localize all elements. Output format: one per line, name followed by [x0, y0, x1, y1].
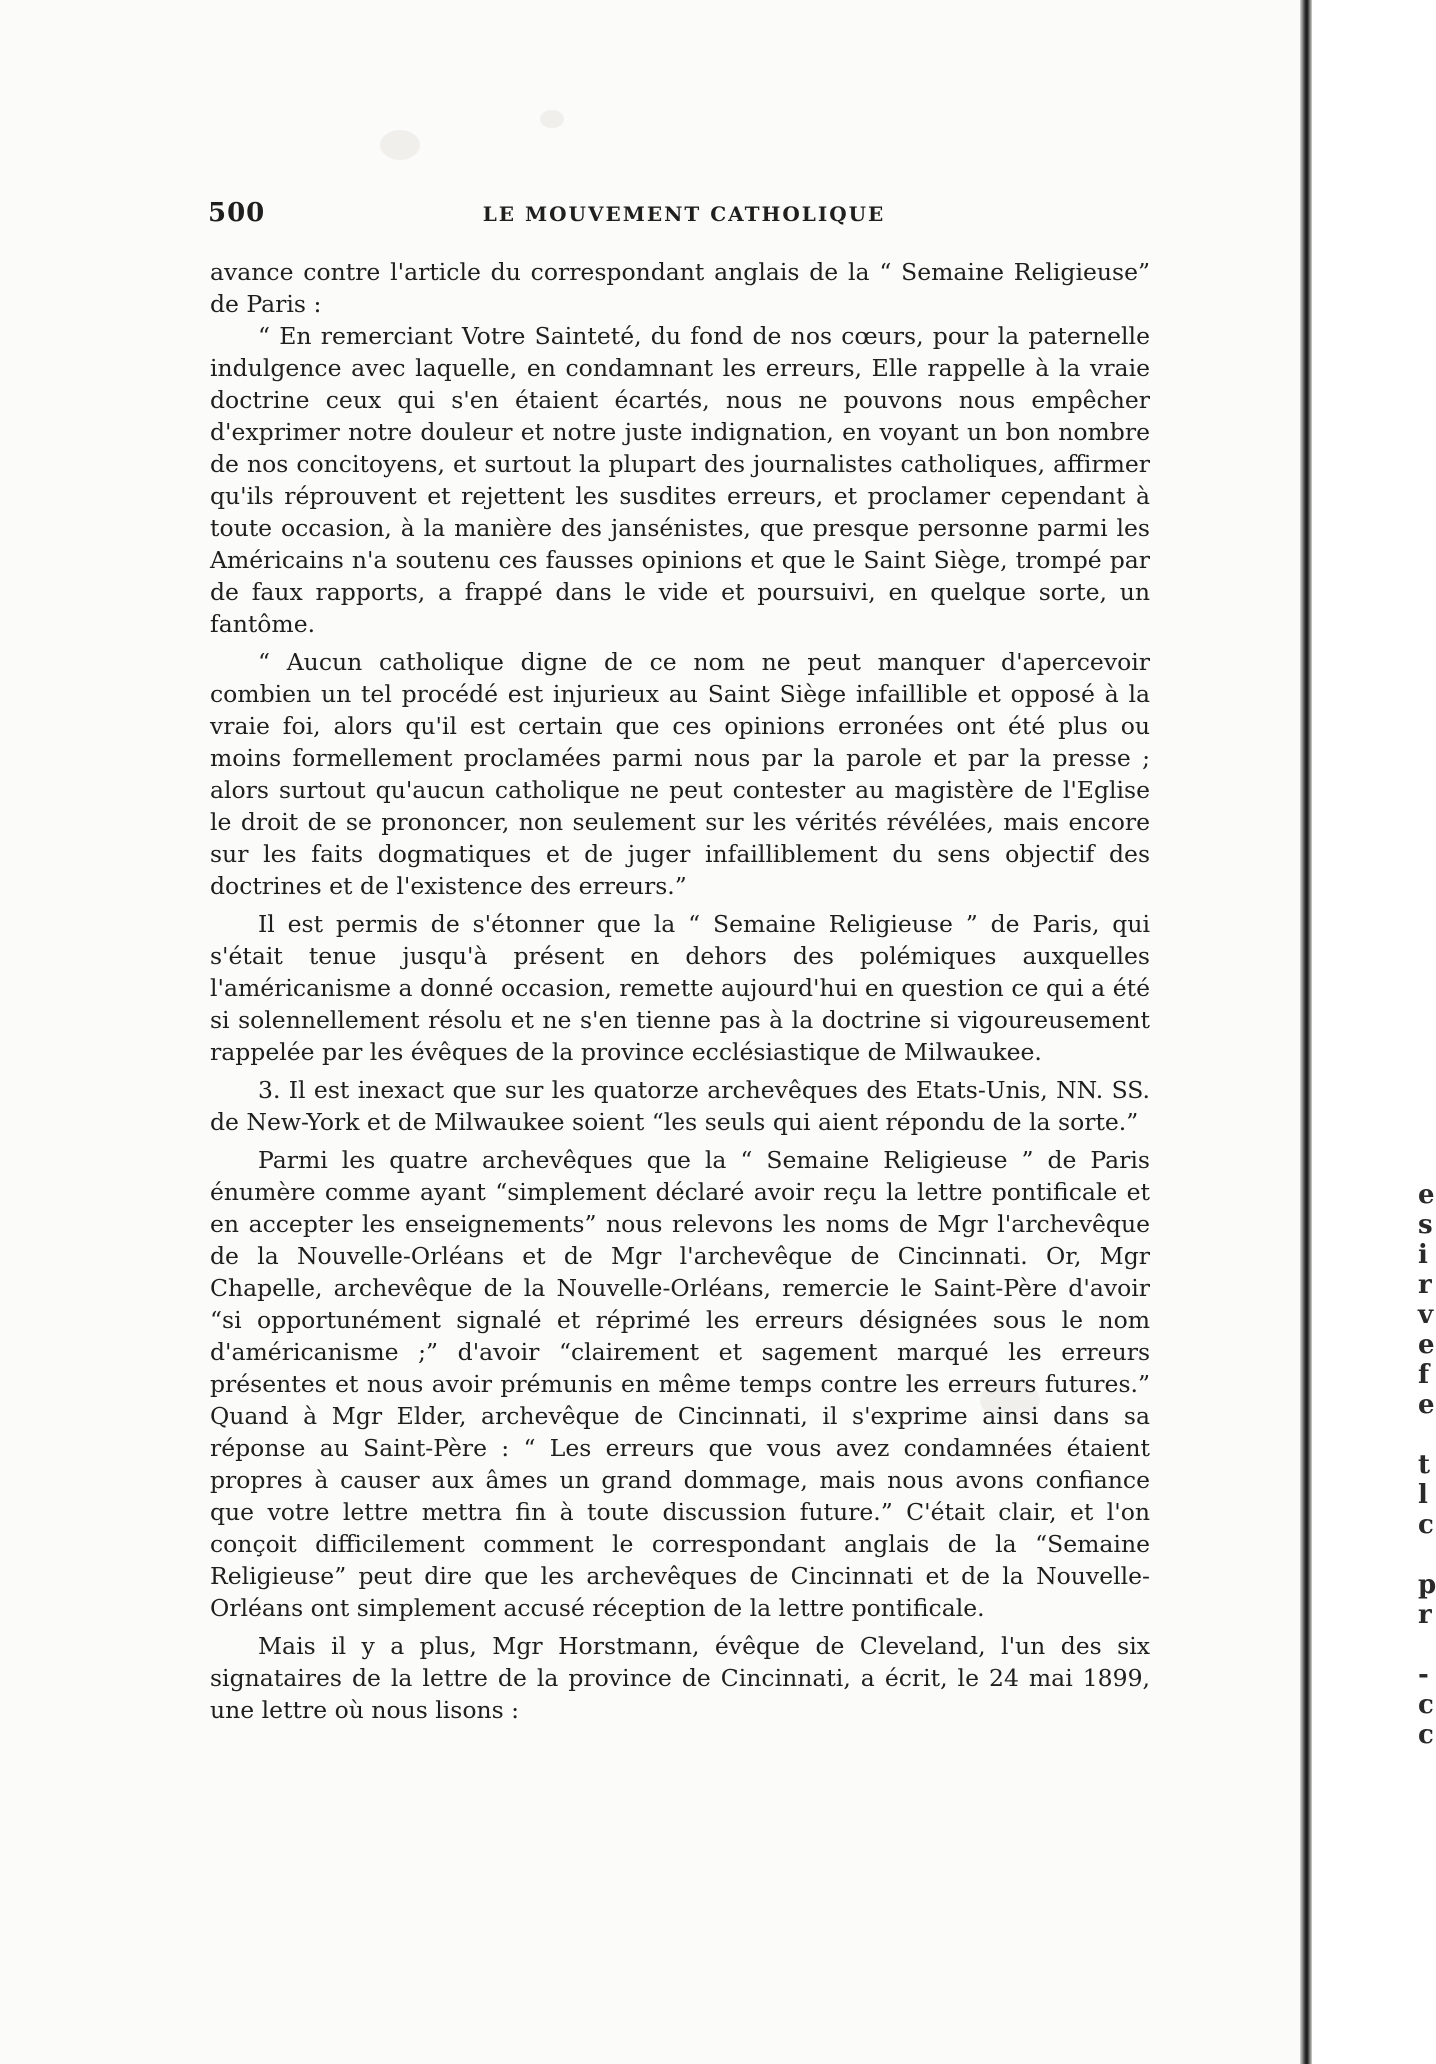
book-gutter: [1300, 0, 1312, 2064]
paragraph: Mais il y a plus, Mgr Horstmann, évêque de Cleveland, l'un des six signataires de la lettre de la province de Cincinnati, a écrit, le 24 mai 1899, une lettre où nous lisons :: [210, 1632, 1150, 1724]
fragment-letter: i: [1418, 1240, 1428, 1270]
body-text: [210, 256, 1150, 1726]
fragment-letter: c: [1418, 1720, 1434, 1750]
fragment-letter: l: [1418, 1480, 1428, 1510]
running-title: LE MOUVEMENT CATHOLIQUE: [482, 202, 886, 226]
fragment-letter: r: [1418, 1600, 1432, 1630]
page-header: [208, 198, 1160, 238]
paragraph: “ En remerciant Votre Sainteté, du fond de nos cœurs, pour la paternelle indulgence avec laquelle, en condamnant les erreurs, Elle rappelle à la vraie doctrine ceux qui s'en étaient écartés, nous ne pouvons nous empêcher d'exprimer notre douleur et notre juste indignation, en voyant un bon nombre de nos concitoyens, et surtout la plupart des journalistes catholiques, affirmer qu'ils réprouvent et rejettent les susdites erreurs, et proclamer cependant à toute occasion, à la manière des jansénistes, que presque personne parmi les Américains n'a soutenu ces fausses opinions et que le Saint Siège, trompé par de faux rapports, a frappé dans le vide et poursuivi, en quelque sorte, un fantôme.: [210, 322, 1150, 638]
fragment-letter: [1418, 1420, 1432, 1450]
paper-stain: [540, 110, 564, 128]
fragment-letter: [1418, 1630, 1432, 1660]
fragment-letter: c: [1418, 1510, 1434, 1540]
page-number: 500: [208, 198, 266, 228]
fragment-letter: v: [1418, 1300, 1434, 1330]
paragraph: avance contre l'article du correspondant anglais de la “ Semaine Religieuse” de Paris :: [210, 258, 1150, 318]
paragraph: Parmi les quatre archevêques que la “ Semaine Religieuse ” de Paris énumère comme ayant “simplement déclaré avoir reçu la lettre pontificale et en accepter les enseignements” nous relevons les noms de Mgr l'archevêque de la Nouvelle-Orléans et de Mgr l'archevêque de Cincinnati. Or, Mgr Chapelle, archevêque de la Nouvelle-Orléans, remercie le Saint-Père d'avoir “si opportunément signalé et réprimé les erreurs désignées sous le nom d'américanisme ;” d'avoir “clairement et sagement marqué les erreurs présentes et nous avoir prémunis en même temps contre les erreurs futures.” Quand à Mgr Elder, archevêque de Cincinnati, il s'exprime ainsi dans sa réponse au Saint-Père : “ Les erreurs que vous avez condamnées étaient propres à causer aux âmes un grand dommage, mais nous avons confiance que votre lettre mettra fin à toute discussion future.” C'était clair, et l'on conçoit difficilement comment le correspondant anglais de la “Semaine Religieuse” peut dire que les archevêques de Cincinnati et de la Nouvelle-Orléans ont simplement accusé réception de la lettre pontificale.: [210, 1146, 1150, 1622]
adjacent-page-fragments: [1418, 1180, 1436, 1750]
fragment-letter: r: [1418, 1270, 1432, 1300]
fragment-letter: -: [1418, 1660, 1429, 1690]
fragment-letter: p: [1418, 1570, 1436, 1600]
fragment-letter: e: [1418, 1330, 1435, 1360]
fragment-letter: t: [1418, 1450, 1431, 1480]
fragment-letter: e: [1418, 1180, 1435, 1210]
paragraph: 3. Il est inexact que sur les quatorze archevêques des Etats-Unis, NN. SS. de New-York et de Milwaukee soient “les seuls qui aient répondu de la sorte.”: [210, 1076, 1150, 1136]
paper-stain: [380, 130, 420, 160]
fragment-letter: e: [1418, 1390, 1435, 1420]
adjacent-page: [1300, 0, 1436, 2064]
fragment-letter: f: [1418, 1360, 1430, 1390]
paragraph: “ Aucun catholique digne de ce nom ne peut manquer d'apercevoir combien un tel procédé est injurieux au Saint Siège infaillible et opposé à la vraie foi, alors qu'il est certain que ces opinions erronées ont été plus ou moins formellement proclamées parmi nous par la parole et par la presse ; alors surtout qu'aucun catholique ne peut contester au magistère de l'Eglise le droit de se prononcer, non seulement sur les vérités révélées, mais encore sur les faits dogmatiques et de juger infailliblement du sens objectif des doctrines et de l'existence des erreurs.”: [210, 648, 1150, 900]
paragraph: Il est permis de s'étonner que la “ Semaine Religieuse ” de Paris, qui s'était tenue jusqu'à présent en dehors des polémiques auxquelles l'américanisme a donné occasion, remette aujourd'hui en question ce qui a été si solennellement résolu et ne s'en tienne pas à la doctrine si vigoureusement rappelée par les évêques de la province ecclésiastique de Milwaukee.: [210, 910, 1150, 1066]
fragment-letter: [1418, 1540, 1432, 1570]
fragment-letter: s: [1418, 1210, 1433, 1240]
fragment-letter: c: [1418, 1690, 1434, 1720]
